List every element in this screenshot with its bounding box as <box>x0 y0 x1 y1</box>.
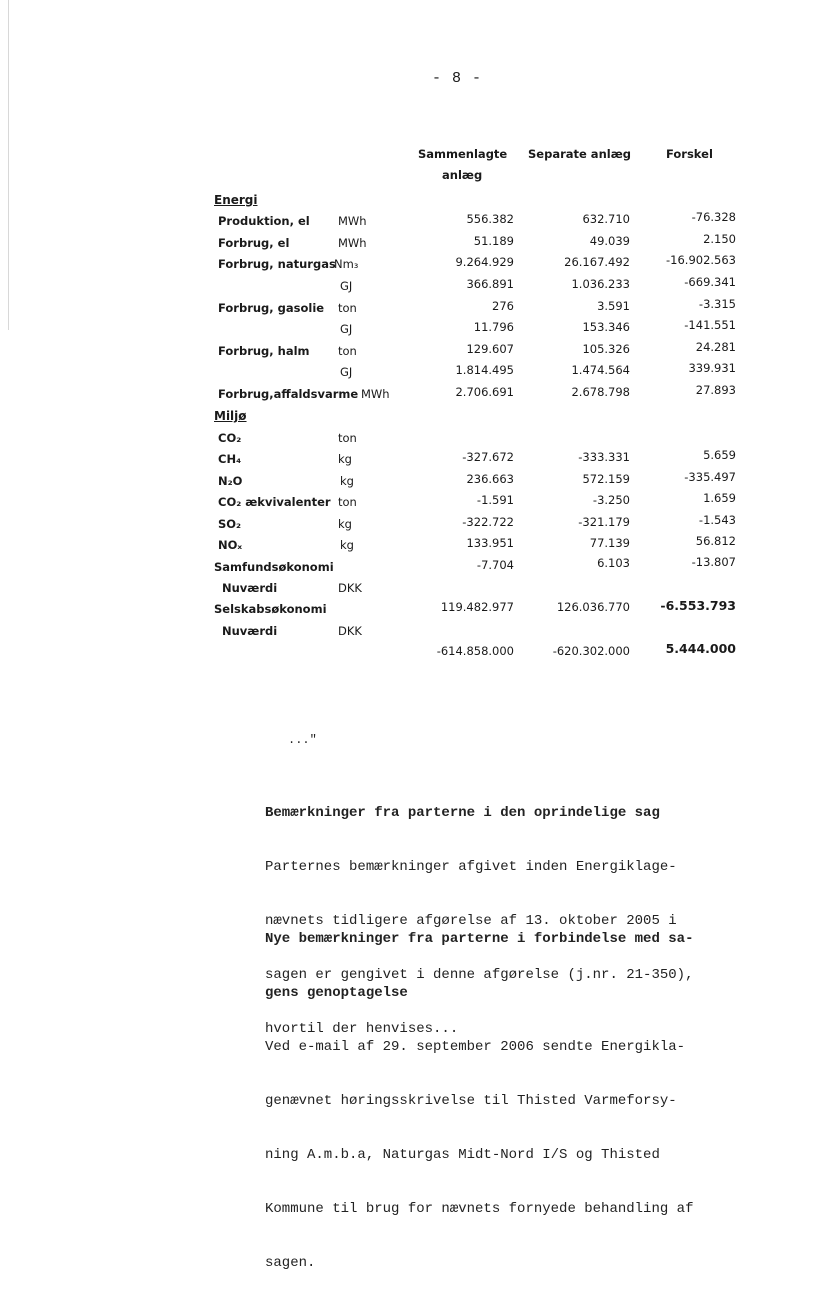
row-label: Forbrug, halm <box>218 344 310 358</box>
paragraph-line: Kommune til brug for nævnets fornyede behandling af <box>265 1201 694 1217</box>
selskab-value-sammenlagte: 119.482.977 <box>440 600 514 614</box>
value-forskel: 2.150 <box>703 232 736 246</box>
header-sammenlagte-line2: anlæg <box>442 168 483 182</box>
selskab-sub-label: Nuværdi <box>222 624 278 638</box>
row-label: CO₂ <box>218 431 242 445</box>
samfund-value-forskel: -13.807 <box>691 555 736 569</box>
value-separate: 77.139 <box>589 536 630 550</box>
value-sammenlagte: -322.722 <box>462 515 514 529</box>
selskab-value-separate: 126.036.770 <box>556 600 630 614</box>
value-separate: 153.346 <box>582 320 630 334</box>
value-forskel: 1.659 <box>703 491 736 505</box>
samfund-sub-label: Nuværdi <box>222 581 278 595</box>
paragraph-line: nævnets tidligere afgørelse af 13. oktober 2005 i <box>265 913 677 929</box>
section-miljo: Miljø <box>214 409 247 423</box>
row-unit: ton <box>338 344 357 358</box>
value-forskel: -669.341 <box>684 275 736 289</box>
row-label: CO₂ ækvivalenter <box>218 495 331 509</box>
header-forskel: Forskel <box>666 147 713 161</box>
row-label: Forbrug, gasolie <box>218 301 325 315</box>
quote-ellipsis: ..." <box>288 733 317 747</box>
scan-edge-line <box>8 0 9 330</box>
paragraph-2-title: Nye bemærkninger fra parterne i forbindelse med sa- <box>265 931 694 947</box>
value-separate: 105.326 <box>582 342 630 356</box>
row-unit: kg <box>338 517 352 531</box>
paragraph-line: sagen. <box>265 1255 316 1271</box>
header-sammenlagte: Sammenlagte <box>418 147 508 161</box>
section-energi: Energi <box>214 193 258 207</box>
value-forskel: -1.543 <box>698 513 736 527</box>
value-sammenlagte: 1.814.495 <box>455 363 514 377</box>
value-sammenlagte: 11.796 <box>473 320 514 334</box>
row-label: SO₂ <box>218 517 242 531</box>
value-sammenlagte: 9.264.929 <box>455 255 514 269</box>
row-label: Forbrug, el <box>218 236 290 250</box>
value-separate: 26.167.492 <box>564 255 630 269</box>
value-forskel: 24.281 <box>695 340 736 354</box>
value-sammenlagte: 133.951 <box>466 536 514 550</box>
selskab-sub-value-sammenlagte: -614.858.000 <box>436 644 514 658</box>
row-label: Produktion, el <box>218 214 310 228</box>
value-sammenlagte: 51.189 <box>473 234 514 248</box>
selskab-sub-unit: DKK <box>338 624 362 638</box>
value-separate: -3.250 <box>592 493 630 507</box>
value-forskel: 5.659 <box>703 448 736 462</box>
value-separate: -333.331 <box>578 450 630 464</box>
value-forskel: 339.931 <box>688 361 736 375</box>
row-unit: MWh <box>338 236 367 250</box>
value-forskel: -16.902.563 <box>666 253 736 267</box>
samfund-label: Samfundsøkonomi <box>214 560 334 574</box>
value-forskel: -3.315 <box>698 297 736 311</box>
value-forskel: 56.812 <box>695 534 736 548</box>
value-sammenlagte: -1.591 <box>476 493 514 507</box>
paragraph-2-title: gens genoptagelse <box>265 985 408 1001</box>
row-label: CH₄ <box>218 452 242 466</box>
value-sammenlagte: 276 <box>492 299 514 313</box>
value-sammenlagte: 129.607 <box>466 342 514 356</box>
value-separate: 3.591 <box>597 299 630 313</box>
page-number: - 8 - <box>432 70 483 87</box>
paragraph-1-title: Bemærkninger fra parterne i den oprindelige sag <box>265 805 660 821</box>
row-label: Forbrug,affaldsvarme <box>218 387 359 401</box>
row-unit: kg <box>340 474 354 488</box>
row-unit: kg <box>338 452 352 466</box>
value-forskel: 27.893 <box>695 383 736 397</box>
row-unit: GJ <box>340 365 353 379</box>
row-unit: ton <box>338 431 357 445</box>
value-sammenlagte: -327.672 <box>462 450 514 464</box>
row-unit: kg <box>340 538 354 552</box>
value-sammenlagte: 236.663 <box>466 472 514 486</box>
value-separate: 2.678.798 <box>571 385 630 399</box>
selskab-sub-value-forskel: 5.444.000 <box>665 641 736 656</box>
paragraph-line: Parternes bemærkninger afgivet inden Energiklage- <box>265 859 677 875</box>
row-unit: ton <box>338 495 357 509</box>
row-unit: GJ <box>340 279 353 293</box>
selskab-label: Selskabsøkonomi <box>214 602 327 616</box>
value-forskel: -335.497 <box>684 470 736 484</box>
paragraph-line: Ved e-mail af 29. september 2006 sendte Energikla- <box>265 1039 686 1055</box>
row-unit: MWh <box>361 387 390 401</box>
row-label: N₂O <box>218 474 243 488</box>
paragraph-line: ning A.m.b.a, Naturgas Midt-Nord I/S og Thisted <box>265 1147 660 1163</box>
value-separate: -321.179 <box>578 515 630 529</box>
value-separate: 572.159 <box>582 472 630 486</box>
header-separate: Separate anlæg <box>528 147 631 161</box>
value-sammenlagte: 556.382 <box>466 212 514 226</box>
paragraph-line: sagen er gengivet i denne afgørelse (j.nr. 21-350), <box>265 967 694 983</box>
value-sammenlagte: 366.891 <box>466 277 514 291</box>
row-label: Forbrug, naturgas <box>218 257 336 271</box>
value-sammenlagte: 2.706.691 <box>455 385 514 399</box>
value-separate: 632.710 <box>582 212 630 226</box>
row-unit: Nm₃ <box>334 257 359 271</box>
selskab-sub-value-separate: -620.302.000 <box>552 644 630 658</box>
value-separate: 1.036.233 <box>571 277 630 291</box>
value-forskel: -76.328 <box>691 210 736 224</box>
row-unit: GJ <box>340 322 353 336</box>
selskab-value-forskel: -6.553.793 <box>660 598 736 613</box>
paragraph-line: hvortil der henvises... <box>265 1021 459 1037</box>
samfund-value-sammenlagte: -7.704 <box>476 558 514 572</box>
value-forskel: -141.551 <box>684 318 736 332</box>
value-separate: 1.474.564 <box>571 363 630 377</box>
row-unit: ton <box>338 301 357 315</box>
paragraph-line: genævnet høringsskrivelse til Thisted Varmeforsy- <box>265 1093 677 1109</box>
samfund-value-separate: 6.103 <box>597 556 630 570</box>
row-label: NOₓ <box>218 538 243 552</box>
samfund-sub-unit: DKK <box>338 581 362 595</box>
row-unit: MWh <box>338 214 367 228</box>
paragraph-2 <box>265 894 693 1290</box>
value-separate: 49.039 <box>589 234 630 248</box>
